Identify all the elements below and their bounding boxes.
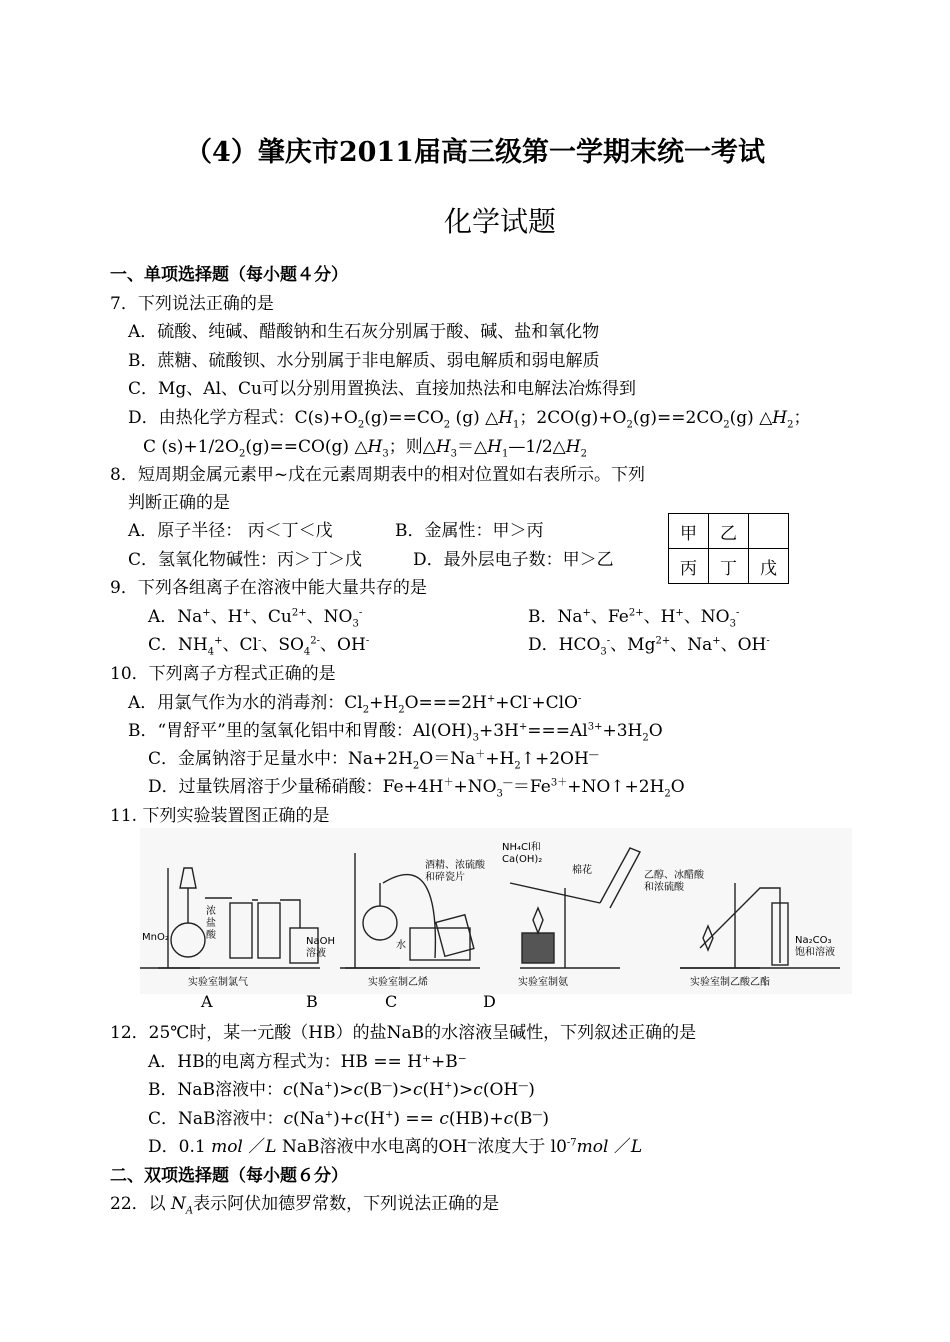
- q10-option-a: A．用氯气作为水的消毒剂：$Cl_2+H_2O===2H^++Cl^-+ClO^-$: [128, 693, 582, 716]
- q10-option-c-text: C．金属钠溶于足量水中：: [148, 749, 349, 769]
- label-ester-1: 乙醇、冰醋酸: [644, 870, 704, 881]
- q8-stem-cont: 判断正确的是: [128, 493, 230, 513]
- label-ethylene-2: 和碎瓷片: [425, 872, 465, 883]
- q9-option-b: B．Na+、$Fe^{2+}$、H+、$NO_3^-$: [528, 607, 740, 630]
- caption-b: 实验室制乙烯: [368, 977, 428, 988]
- q7-option-b: B．蔗糖、硫酸钡、水分别属于非电解质、弱电解质和弱电解质: [128, 351, 600, 371]
- q12-option-d: D．0.1 mol ／L NaB溶液中水电离的OH—浓度大于 $l0^{-7}mol$ ／L: [148, 1137, 643, 1157]
- label-mno2: MnO₂: [142, 932, 169, 943]
- label-ester-2: 和浓硫酸: [644, 882, 684, 893]
- q10-option-b-text: B．“胃舒平”里的氢氧化铝中和胃酸：: [128, 721, 413, 741]
- q8-option-b: B．金属性：甲＞丙: [395, 521, 544, 541]
- table-cell: 乙: [709, 514, 749, 549]
- q11-stem: 11. 下列实验装置图正确的是: [110, 806, 330, 826]
- label-nh4cl-2: Ca(OH)₂: [502, 854, 543, 865]
- table-cell: 丁: [709, 549, 749, 584]
- label-hcl-1: 浓: [206, 906, 216, 917]
- caption-d: 实验室制乙酸乙酯: [690, 977, 770, 988]
- figure-label-d: D: [483, 992, 496, 1011]
- q10-option-d-text: D．过量铁屑溶于少量稀硝酸：: [148, 777, 383, 797]
- periodic-table-fragment: [668, 513, 789, 584]
- label-na2co3-2: 饱和溶液: [795, 947, 835, 958]
- q9-option-a: A．Na+、H+、$Cu^{2+}$、$NO_3^-$: [148, 607, 363, 630]
- q12-option-b: B．NaB溶液中：c(Na+)>c(B—)>c(H+)>c(OH—): [148, 1080, 535, 1100]
- q22-stem-prefix: 22．以: [110, 1194, 172, 1214]
- label-ethylene-1: 酒精、浓硫酸: [425, 860, 485, 871]
- q10-stem: 10．下列离子方程式正确的是: [110, 664, 336, 684]
- label-naoh-2: 溶液: [306, 948, 326, 959]
- label-nh4cl-1: NH₄Cl和: [502, 842, 541, 853]
- caption-a: 实验室制氯气: [188, 977, 248, 988]
- table-cell: 丙: [669, 549, 709, 584]
- apparatus-figure: [140, 828, 852, 994]
- label-cotton: 棉花: [572, 865, 592, 876]
- figure-label-a: A: [201, 992, 213, 1011]
- q10-option-c: C．金属钠溶于足量水中：$Na+2H_2O=Na^++H_2↑+2OH^—$: [148, 749, 599, 772]
- q22-stem-suffix: 表示阿伏加德罗常数，下列说法正确的是: [193, 1194, 500, 1214]
- label-hcl-2: 盐: [206, 918, 216, 929]
- table-cell: [749, 514, 789, 549]
- q9-option-c: C．$NH_4^+$、Cl-、$SO_4^{2-}$、OH-: [148, 635, 370, 658]
- exam-title: （4）肇庆市2011届高三级第一学期末统一考试: [185, 137, 765, 168]
- section-heading-double-choice: 二、双项选择题（每小题６分）: [110, 1166, 348, 1186]
- q12-stem: 12．25℃时，某一元酸（HB）的盐NaB的水溶液呈碱性，下列叙述正确的是: [110, 1023, 697, 1043]
- q12-option-b-prefix: B．NaB溶液中：: [148, 1080, 283, 1100]
- q9-stem: 9．下列各组离子在溶液中能大量共存的是: [110, 578, 427, 598]
- q12-option-c-prefix: C．NaB溶液中：: [148, 1109, 284, 1129]
- label-naoh-1: NaOH: [306, 936, 335, 947]
- q8-stem: 8．短周期金属元素甲~戊在元素周期表中的相对位置如右表所示。下列: [110, 465, 646, 485]
- q7-stem: 7．下列说法正确的是: [110, 294, 274, 314]
- q10-option-a-text: A．用氯气作为水的消毒剂：: [128, 693, 345, 713]
- q8-option-a: A．原子半径： 丙＜丁＜戊: [128, 521, 333, 541]
- label-water: 水: [396, 940, 406, 951]
- label-na2co3-1: Na₂CO₃: [795, 935, 832, 946]
- table-cell: 戊: [749, 549, 789, 584]
- exam-subtitle: 化学试题: [443, 205, 556, 238]
- q10-option-d: D．过量铁屑溶于少量稀硝酸：$Fe+4H^++NO_3^—=Fe^{3+}+NO↑+2H_2O$: [148, 777, 685, 800]
- q7-option-d-line2: C $(s)+1/2O_2(g)==CO(g)$ $\triangle H_3$；则$\triangle H_3=\triangle H_1—1/2\triangle H_2$: [143, 437, 587, 460]
- figure-label-c: C: [385, 992, 398, 1011]
- caption-c: 实验室制氨: [518, 977, 568, 988]
- q8-option-d: D．最外层电子数：甲＞乙: [413, 550, 614, 570]
- label-hcl-3: 酸: [206, 930, 216, 941]
- q10-option-b: B．“胃舒平”里的氢氧化铝中和胃酸：$Al(OH)_3+3H^+===Al^{3+}+3H_2O$: [128, 721, 663, 744]
- section-heading-single-choice: 一、单项选择题（每小题４分）: [110, 265, 348, 285]
- q12-option-c: C．NaB溶液中：c(Na+)+c(H+) == c(HB)+c(B—): [148, 1109, 549, 1129]
- q12-option-d-prefix: D．0.1: [148, 1137, 212, 1157]
- q7-option-d: D．由热化学方程式：$C(s)+O_2(g)==CO_2$ (g) $\triangle H_1$；$2CO(g)+O_2(g)==2CO_2(g)$ $\triangle H_2$；: [128, 408, 811, 431]
- q9-option-d: D．$HCO_3^-$、$Mg^{2+}$、Na+、OH-: [528, 635, 770, 658]
- q22-stem: 22．以 $N_A$表示阿伏加德罗常数，下列说法正确的是: [110, 1194, 500, 1217]
- q7-option-a: A．硫酸、纯碱、醋酸钠和生石灰分别属于酸、碱、盐和氧化物: [128, 322, 600, 342]
- figure-label-b: B: [306, 992, 318, 1011]
- q7-option-c: C．Mg、Al、Cu可以分别用置换法、直接加热法和电解法冶炼得到: [128, 379, 636, 399]
- table-cell: 甲: [669, 514, 709, 549]
- q8-option-c: C．氢氧化物碱性：丙＞丁＞戊: [128, 550, 363, 570]
- q12-option-a: A．HB的电离方程式为：HB == H⁺+B⁻: [148, 1052, 467, 1072]
